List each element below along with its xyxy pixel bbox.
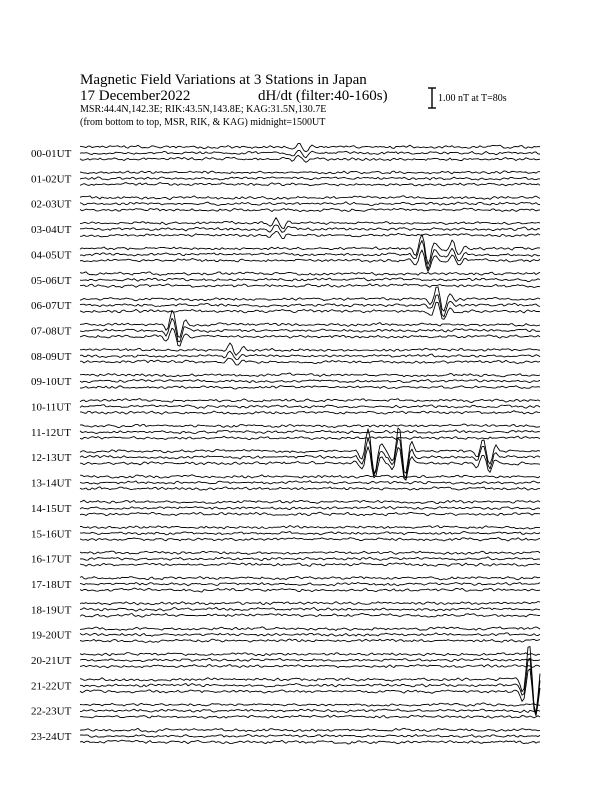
trace-msr (80, 512, 540, 516)
trace-kag (80, 373, 540, 377)
trace-msr (80, 358, 540, 365)
trace-rik (80, 438, 540, 478)
trace-rik (80, 278, 540, 282)
trace-rik (80, 351, 540, 359)
trace-rik (80, 150, 540, 157)
chart-date: 17 December2022 (80, 88, 191, 104)
hour-label: 15-16UT (31, 528, 72, 541)
trace-msr (80, 183, 540, 186)
hour-label: 11-12UT (31, 426, 71, 439)
hour-label: 20-21UT (31, 655, 72, 667)
hour-label: 01-02UT (31, 173, 72, 186)
hour-label: 03-04UT (31, 224, 72, 237)
hour-label: 10-11UT (31, 401, 71, 414)
trace-kag (80, 171, 540, 174)
trace-rik (80, 380, 540, 383)
hour-label: 22-23UT (31, 705, 72, 718)
trace-msr (80, 155, 540, 162)
trace-kag (80, 287, 540, 311)
trace-rik (80, 658, 540, 661)
hour-label: 13-14UT (31, 477, 72, 490)
trace-kag (80, 343, 540, 355)
trace-rik (80, 607, 540, 611)
trace-msr (80, 487, 540, 490)
hour-label: 09-10UT (31, 376, 72, 389)
trace-kag (80, 602, 540, 605)
hour-label: 14-15UT (31, 502, 72, 515)
trace-msr (80, 284, 540, 288)
trace-kag (80, 526, 540, 529)
trace-kag (80, 551, 540, 554)
trace-msr (80, 669, 540, 716)
trace-rik (80, 582, 540, 585)
trace-kag (80, 475, 540, 478)
trace-rik (80, 177, 540, 180)
hour-label: 05-06UT (31, 274, 72, 287)
trace-rik (80, 557, 540, 561)
trace-msr (80, 563, 540, 567)
trace-msr (80, 386, 540, 389)
trace-rik (80, 225, 540, 232)
hour-label: 07-08UT (31, 325, 72, 338)
trace-kag (80, 399, 540, 403)
trace-rik (80, 430, 540, 434)
trace-msr (80, 208, 540, 211)
trace-kag (80, 500, 540, 503)
hour-label: 02-03UT (31, 198, 72, 211)
trace-msr (80, 411, 540, 415)
trace-kag (80, 703, 540, 706)
hour-label: 06-07UT (31, 300, 72, 313)
trace-msr (80, 250, 540, 271)
trace-rik (80, 531, 540, 534)
trace-kag (80, 428, 540, 474)
trace-rik (80, 481, 540, 484)
trace-kag (80, 627, 540, 631)
hour-label: 00-01UT (31, 148, 72, 160)
hour-label: 23-24UT (31, 731, 72, 744)
station-coordinates: MSR:44.4N,142.3E; RIK:43.5N,143.8E; KAG:31.5N,130.7E (80, 104, 327, 115)
hour-label: 08-09UT (31, 350, 72, 363)
trace-msr (80, 639, 540, 642)
trace-msr (80, 231, 540, 238)
trace-rik (80, 295, 540, 317)
trace-rik (80, 241, 540, 270)
scale-bar (428, 88, 436, 108)
hour-label: 21-22UT (31, 680, 72, 693)
trace-rik (80, 734, 540, 737)
trace-rik (80, 405, 540, 409)
trace-msr (80, 613, 540, 617)
trace-kag (80, 647, 540, 714)
trace-rik (80, 709, 540, 713)
trace-rik (80, 633, 540, 636)
hour-label: 04-05UT (31, 249, 72, 262)
trace-kag (80, 577, 540, 580)
trace-msr (80, 588, 540, 592)
trace-kag (80, 196, 540, 200)
trace-kag (80, 653, 540, 656)
hour-label: 19-20UT (31, 629, 72, 642)
chart-title: Magnetic Field Variations at 3 Stations in Japan (80, 72, 367, 88)
hour-label: 12-13UT (31, 452, 72, 465)
trace-msr (80, 436, 540, 439)
trace-rik (80, 506, 540, 509)
trace-msr (80, 740, 540, 744)
trace-msr (80, 538, 540, 541)
hour-label: 18-19UT (31, 604, 72, 617)
trace-order-note: (from bottom to top, MSR, RIK, & KAG) midnight=1500UT (80, 117, 326, 128)
trace-kag (80, 144, 540, 152)
trace-kag (80, 310, 540, 337)
trace-rik (80, 318, 540, 342)
scale-bar-label: 1.00 nT at T=80s (438, 93, 507, 104)
chart-quantity: dH/dt (filter:40-160s) (258, 88, 388, 104)
hour-label: 16-17UT (31, 553, 72, 566)
trace-msr (80, 665, 540, 668)
hour-label: 17-18UT (31, 578, 72, 591)
trace-kag (80, 272, 540, 276)
trace-kag (80, 424, 540, 428)
trace-kag (80, 218, 540, 229)
trace-rik (80, 202, 540, 206)
trace-kag (80, 728, 540, 732)
trace-msr (80, 715, 540, 718)
